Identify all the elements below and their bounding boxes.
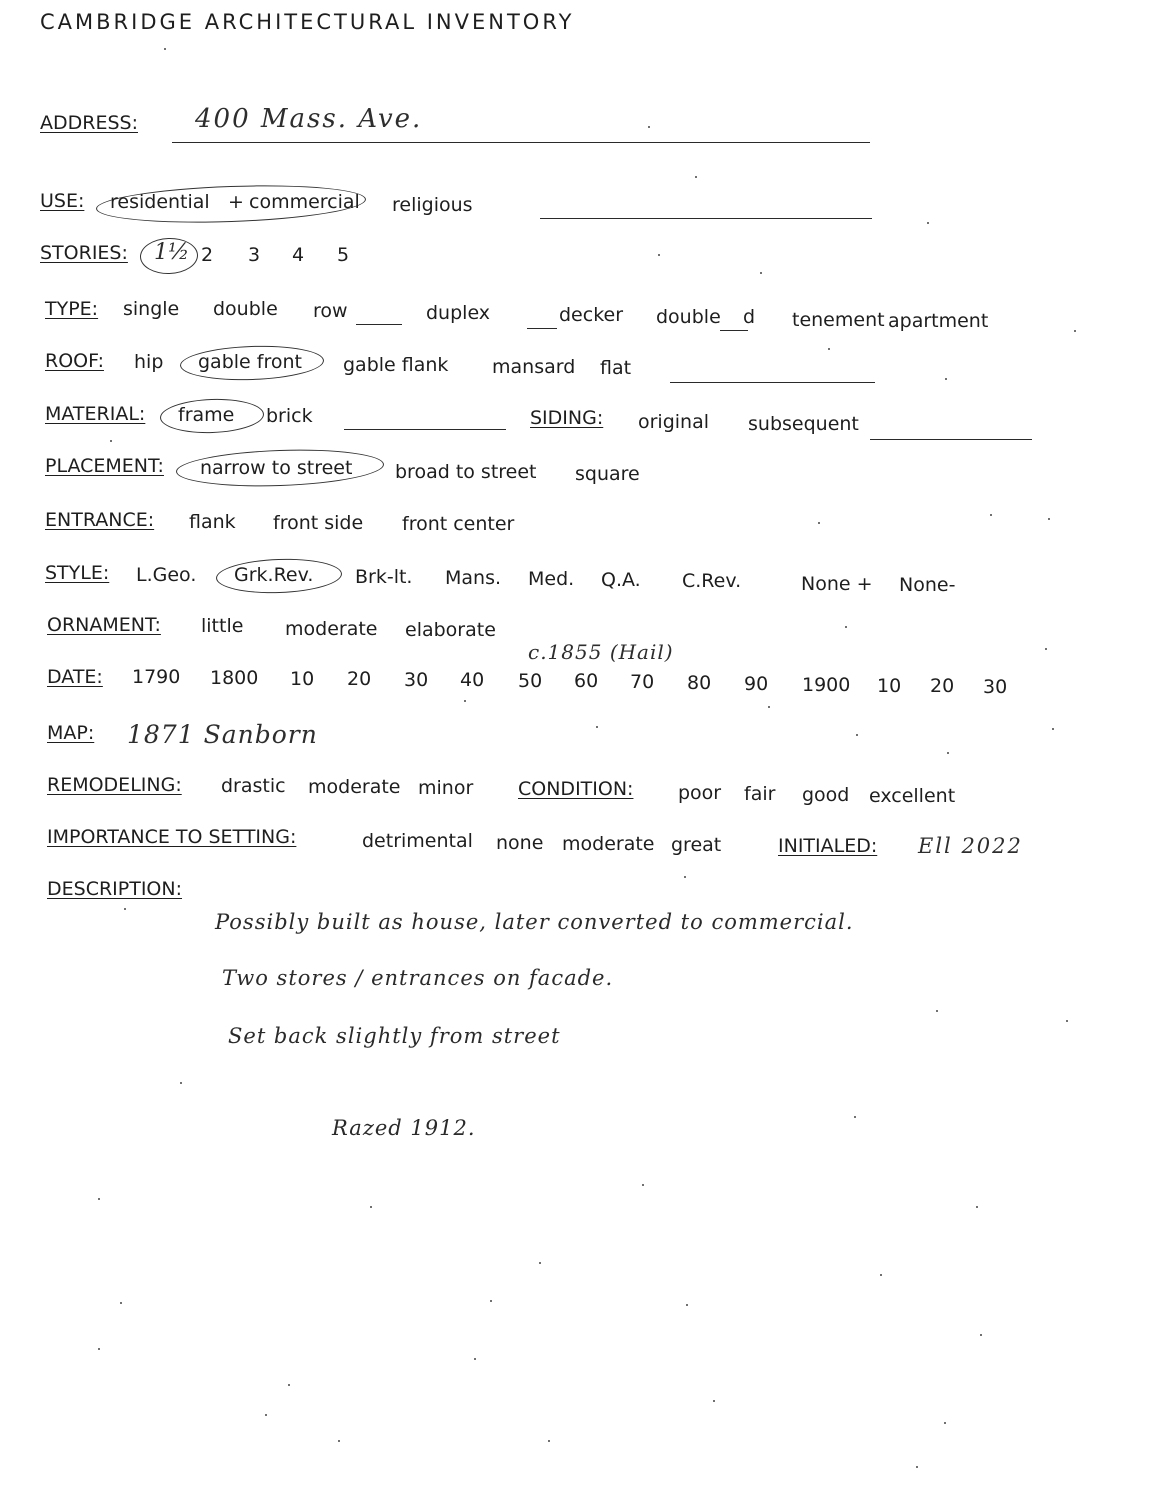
importance-option-none: none <box>496 832 544 854</box>
remodeling-option-minor: minor <box>418 777 474 799</box>
scan-speck <box>180 1082 182 1084</box>
date-option-1910: 10 <box>877 675 902 697</box>
type-row-blank <box>356 324 402 325</box>
scan-speck <box>288 1384 290 1386</box>
style-option-med: Med. <box>528 568 575 590</box>
description-line-1: Possibly built as house, later converted to commercial. <box>215 910 854 934</box>
use-option-commercial: commercial <box>249 191 360 213</box>
scan-speck <box>474 1358 476 1360</box>
stories-option-2: 2 <box>201 244 214 266</box>
material-option-brick: brick <box>266 405 313 427</box>
condition-label: CONDITION: <box>518 778 634 800</box>
description-line-2: Two stores / entrances on facade. <box>222 966 614 990</box>
material-row <box>0 401 1159 437</box>
date-option-60: 60 <box>574 670 599 692</box>
roof-blank-line <box>670 382 875 383</box>
use-row <box>0 188 1159 224</box>
style-option-none-minus: None- <box>899 574 956 596</box>
siding-option-subsequent: subsequent <box>748 413 859 435</box>
material-label: MATERIAL: <box>45 403 146 425</box>
style-option-qa: Q.A. <box>601 569 641 591</box>
date-row <box>0 664 1159 700</box>
style-option-crev: C.Rev. <box>682 570 742 592</box>
scan-speck <box>338 1440 340 1442</box>
remodeling-option-moderate: moderate <box>308 776 401 798</box>
type-row <box>0 296 1159 332</box>
scan-speck <box>916 1466 918 1468</box>
siding-label: SIDING: <box>530 407 604 429</box>
roof-option-mansard: mansard <box>492 356 576 378</box>
type-option-row: row <box>313 300 348 322</box>
date-option-40: 40 <box>460 669 485 691</box>
date-option-70: 70 <box>630 671 655 693</box>
roof-option-flat: flat <box>600 357 632 379</box>
scan-speck <box>945 378 947 380</box>
scan-speck <box>596 726 598 728</box>
scan-speck <box>818 522 820 524</box>
scan-speck <box>98 1348 100 1350</box>
address-row <box>0 104 1159 144</box>
style-label: STYLE: <box>45 562 110 584</box>
date-option-50: 50 <box>518 670 543 692</box>
scan-speck <box>648 126 650 128</box>
type-option-double: double <box>213 298 278 320</box>
scan-speck <box>944 1422 946 1424</box>
scan-speck <box>548 1440 550 1442</box>
siding-blank-line <box>870 439 1032 440</box>
roof-option-gable-flank: gable flank <box>343 354 449 376</box>
scan-speck <box>936 1010 938 1012</box>
scan-speck <box>947 752 949 754</box>
type-option-apartment: apartment <box>888 310 989 332</box>
condition-option-fair: fair <box>744 783 776 805</box>
entrance-option-front-center: front center <box>402 513 515 535</box>
importance-option-moderate: moderate <box>562 833 655 855</box>
date-option-1800: 1800 <box>210 667 259 689</box>
condition-option-good: good <box>802 784 850 806</box>
stories-option-4: 4 <box>292 244 305 266</box>
placement-row <box>0 453 1159 489</box>
material-option-frame: frame <box>178 404 235 426</box>
placement-label: PLACEMENT: <box>45 455 164 477</box>
description-line-4: Razed 1912. <box>332 1116 476 1140</box>
scan-speck <box>1048 518 1050 520</box>
entrance-label: ENTRANCE: <box>45 509 155 531</box>
use-label: USE: <box>40 190 85 212</box>
scan-speck <box>927 222 929 224</box>
scan-speck <box>164 48 166 50</box>
form-title: CAMBRIDGE ARCHITECTURAL INVENTORY <box>40 10 575 34</box>
importance-option-detrimental: detrimental <box>362 830 473 852</box>
use-option-plus: + <box>228 191 244 213</box>
date-option-20: 20 <box>347 668 372 690</box>
scan-speck <box>464 700 466 702</box>
siding-option-original: original <box>638 411 710 433</box>
importance-option-great: great <box>671 834 722 856</box>
scan-speck <box>856 734 858 736</box>
style-option-grkrev: Grk.Rev. <box>234 564 314 586</box>
remodeling-option-drastic: drastic <box>221 775 286 797</box>
type-option-single: single <box>123 298 180 320</box>
ornament-label: ORNAMENT: <box>47 614 161 636</box>
ornament-option-elaborate: elaborate <box>405 619 496 641</box>
placement-option-narrow: narrow to street <box>200 457 353 479</box>
condition-option-excellent: excellent <box>869 785 956 807</box>
initialed-value: Ell 2022 <box>918 834 1023 858</box>
use-option-residential: residential <box>110 191 210 213</box>
style-option-brklt: Brk-lt. <box>355 566 413 588</box>
scan-speck <box>686 1304 688 1306</box>
date-option-1930: 30 <box>983 676 1008 698</box>
roof-option-hip: hip <box>134 351 164 373</box>
date-option-90: 90 <box>744 673 769 695</box>
style-option-lgeo: L.Geo. <box>136 564 197 586</box>
remodeling-label: REMODELING: <box>47 774 182 796</box>
date-label: DATE: <box>47 666 103 688</box>
date-option-1790: 1790 <box>132 666 181 688</box>
remodeling-row <box>0 772 1159 808</box>
scan-speck <box>370 1206 372 1208</box>
scan-speck <box>1045 648 1047 650</box>
date-option-30: 30 <box>404 669 429 691</box>
use-option-religious: religious <box>392 194 473 216</box>
ornament-option-moderate: moderate <box>285 618 378 640</box>
type-option-duplex: duplex <box>426 302 491 324</box>
scan-speck <box>713 1400 715 1402</box>
date-note: c.1855 (Hail) <box>528 640 674 664</box>
stories-option-3: 3 <box>248 244 261 266</box>
scan-speck <box>990 514 992 516</box>
stories-option-5: 5 <box>337 244 350 266</box>
entrance-row <box>0 507 1159 543</box>
ornament-option-little: little <box>201 615 244 637</box>
entrance-option-front-side: front side <box>273 512 364 534</box>
scan-speck <box>1066 1020 1068 1022</box>
scan-speck <box>110 440 112 442</box>
use-blank-line <box>540 218 872 219</box>
style-option-none-plus: None + <box>801 573 873 595</box>
material-blank-line <box>344 429 506 430</box>
type-option-d: d <box>743 306 756 328</box>
date-option-80: 80 <box>687 672 712 694</box>
scan-speck <box>490 1300 492 1302</box>
scan-speck <box>828 348 830 350</box>
scan-speck <box>695 176 697 178</box>
scan-speck <box>265 1414 267 1416</box>
scan-speck <box>760 272 762 274</box>
map-value: 1871 Sanborn <box>127 720 318 749</box>
address-label: ADDRESS: <box>40 112 138 134</box>
condition-option-poor: poor <box>678 782 722 804</box>
stories-row <box>0 240 1159 276</box>
type-option-tenement: tenement <box>792 309 885 331</box>
map-label: MAP: <box>47 722 95 744</box>
stories-label: STORIES: <box>40 242 128 264</box>
stories-option-1-5: 1½ <box>154 240 190 265</box>
roof-label: ROOF: <box>45 350 104 372</box>
map-row <box>0 720 1159 756</box>
style-row <box>0 560 1159 596</box>
scan-speck <box>880 1274 882 1276</box>
date-option-1920: 20 <box>930 675 955 697</box>
type-option-decker: decker <box>559 304 624 326</box>
scan-speck <box>1074 330 1076 332</box>
scan-speck <box>642 1184 644 1186</box>
initialed-label: INITIALED: <box>778 835 878 857</box>
description-label: DESCRIPTION: <box>47 878 183 900</box>
scan-speck <box>768 706 770 708</box>
roof-row <box>0 348 1159 384</box>
scan-speck <box>845 626 847 628</box>
entrance-option-flank: flank <box>189 511 236 533</box>
description-line-3: Set back slightly from street <box>228 1024 561 1048</box>
scan-speck <box>124 908 126 910</box>
scan-speck <box>976 1206 978 1208</box>
scan-speck <box>539 1262 541 1264</box>
scan-speck <box>854 1116 856 1118</box>
scan-speck <box>684 876 686 878</box>
date-option-1900: 1900 <box>802 674 851 696</box>
address-value: 400 Mass. Ave. <box>195 104 423 134</box>
importance-row <box>0 824 1159 860</box>
importance-label: IMPORTANCE TO SETTING: <box>47 826 297 848</box>
address-underline <box>172 142 870 143</box>
style-option-mans: Mans. <box>445 567 502 589</box>
type-decker-blank <box>527 328 557 329</box>
date-option-10: 10 <box>290 668 315 690</box>
scan-speck <box>658 254 660 256</box>
roof-option-gable-front: gable front <box>198 351 302 373</box>
placement-option-square: square <box>575 463 640 485</box>
scan-speck <box>1052 728 1054 730</box>
type-double-d-blank <box>720 330 748 331</box>
placement-option-broad: broad to street <box>395 461 537 483</box>
type-label: TYPE: <box>45 298 99 320</box>
scan-speck <box>120 1302 122 1304</box>
scan-speck <box>98 1198 100 1200</box>
type-option-double-d: double <box>656 306 721 328</box>
scan-speck <box>980 1334 982 1336</box>
